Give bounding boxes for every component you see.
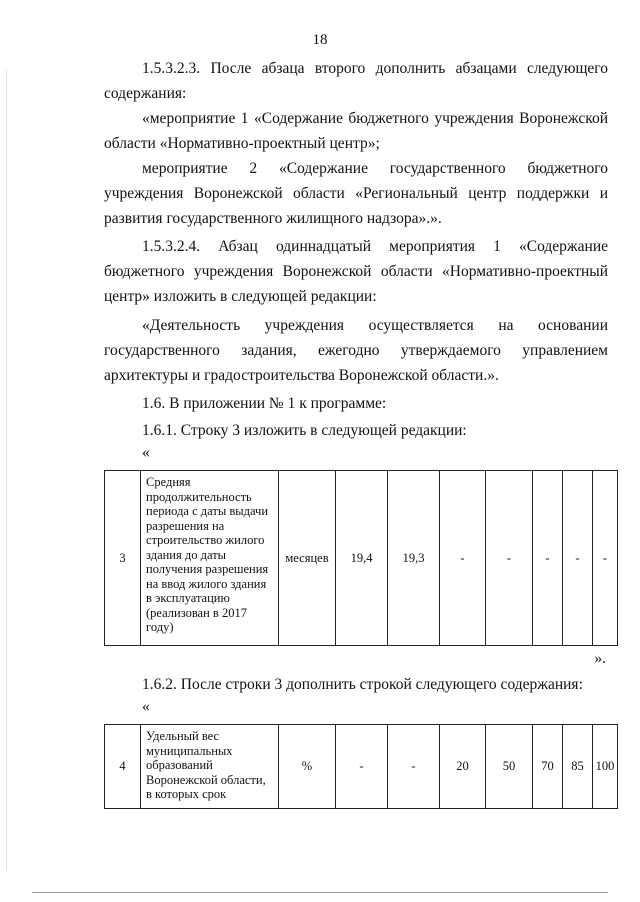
paragraph-1-6: 1.6. В приложении № 1 к программе: — [142, 395, 387, 412]
value-cell: - — [563, 471, 593, 646]
paragraph-event-2: мероприятие 2 «Содержание государственного бюджетного учреждения Воронежской области «Региональный центр поддержки и развития государственного жилищного надзора».». — [104, 160, 608, 227]
open-quote-2: « — [142, 698, 150, 715]
indicator-name: Средняя продолжительность периода с даты выдачи разрешения на строительство жилого здания до даты получения разрешения на ввод жилого здания в эксплуатацию (реализован в 2017 году) — [141, 471, 279, 646]
paragraph-1-5-3-2-4: 1.5.3.2.4. Абзац одиннадцатый мероприятия 1 «Содержание бюджетного учреждения Воронежской области «Нормативно-проектный центр» изложить в следующей редакции: — [104, 238, 608, 305]
row-number: 4 — [105, 725, 141, 809]
page-number: 18 — [312, 32, 328, 48]
value-cell: - — [440, 471, 486, 646]
value-cell: - — [388, 725, 440, 809]
value-cell: - — [486, 471, 533, 646]
paragraph-event-1: «мероприятие 1 «Содержание бюджетного учреждения Воронежской области «Нормативно-проектный центр»; — [104, 110, 608, 152]
indicator-name: Удельный вес муниципальных образований Воронежской области, в которых срок — [141, 725, 279, 809]
unit-cell: месяцев — [279, 471, 336, 646]
value-cell: 19,4 — [336, 471, 388, 646]
value-cell: 100 — [593, 725, 618, 809]
open-quote-1: « — [142, 444, 150, 461]
indicator-table-row-4 — [104, 724, 618, 809]
value-cell: - — [593, 471, 618, 646]
value-cell: 85 — [563, 725, 593, 809]
value-cell: 20 — [440, 725, 486, 809]
value-cell: 19,3 — [388, 471, 440, 646]
scan-margin-line — [6, 70, 7, 870]
paragraph-1-6-2: 1.6.2. После строки 3 дополнить строкой следующего содержания: — [142, 676, 583, 693]
unit-cell: % — [279, 725, 336, 809]
close-quote-1: ». — [594, 650, 606, 667]
indicator-table-row-3 — [104, 470, 618, 646]
paragraph-activity: «Деятельность учреждения осуществляется на основании государственного задания, ежегодно утверждаемого управлением архитектуры и градостроительства Воронежской области.». — [104, 317, 608, 384]
paragraph-1-6-1: 1.6.1. Строку 3 изложить в следующей редакции: — [142, 422, 467, 439]
value-cell: - — [336, 725, 388, 809]
value-cell: 70 — [533, 725, 563, 809]
paragraph-1-5-3-2-3: 1.5.3.2.3. После абзаца второго дополнить абзацами следующего содержания: — [104, 60, 608, 102]
bottom-rule — [32, 892, 608, 893]
value-cell: - — [533, 471, 563, 646]
value-cell: 50 — [486, 725, 533, 809]
row-number: 3 — [105, 471, 141, 646]
